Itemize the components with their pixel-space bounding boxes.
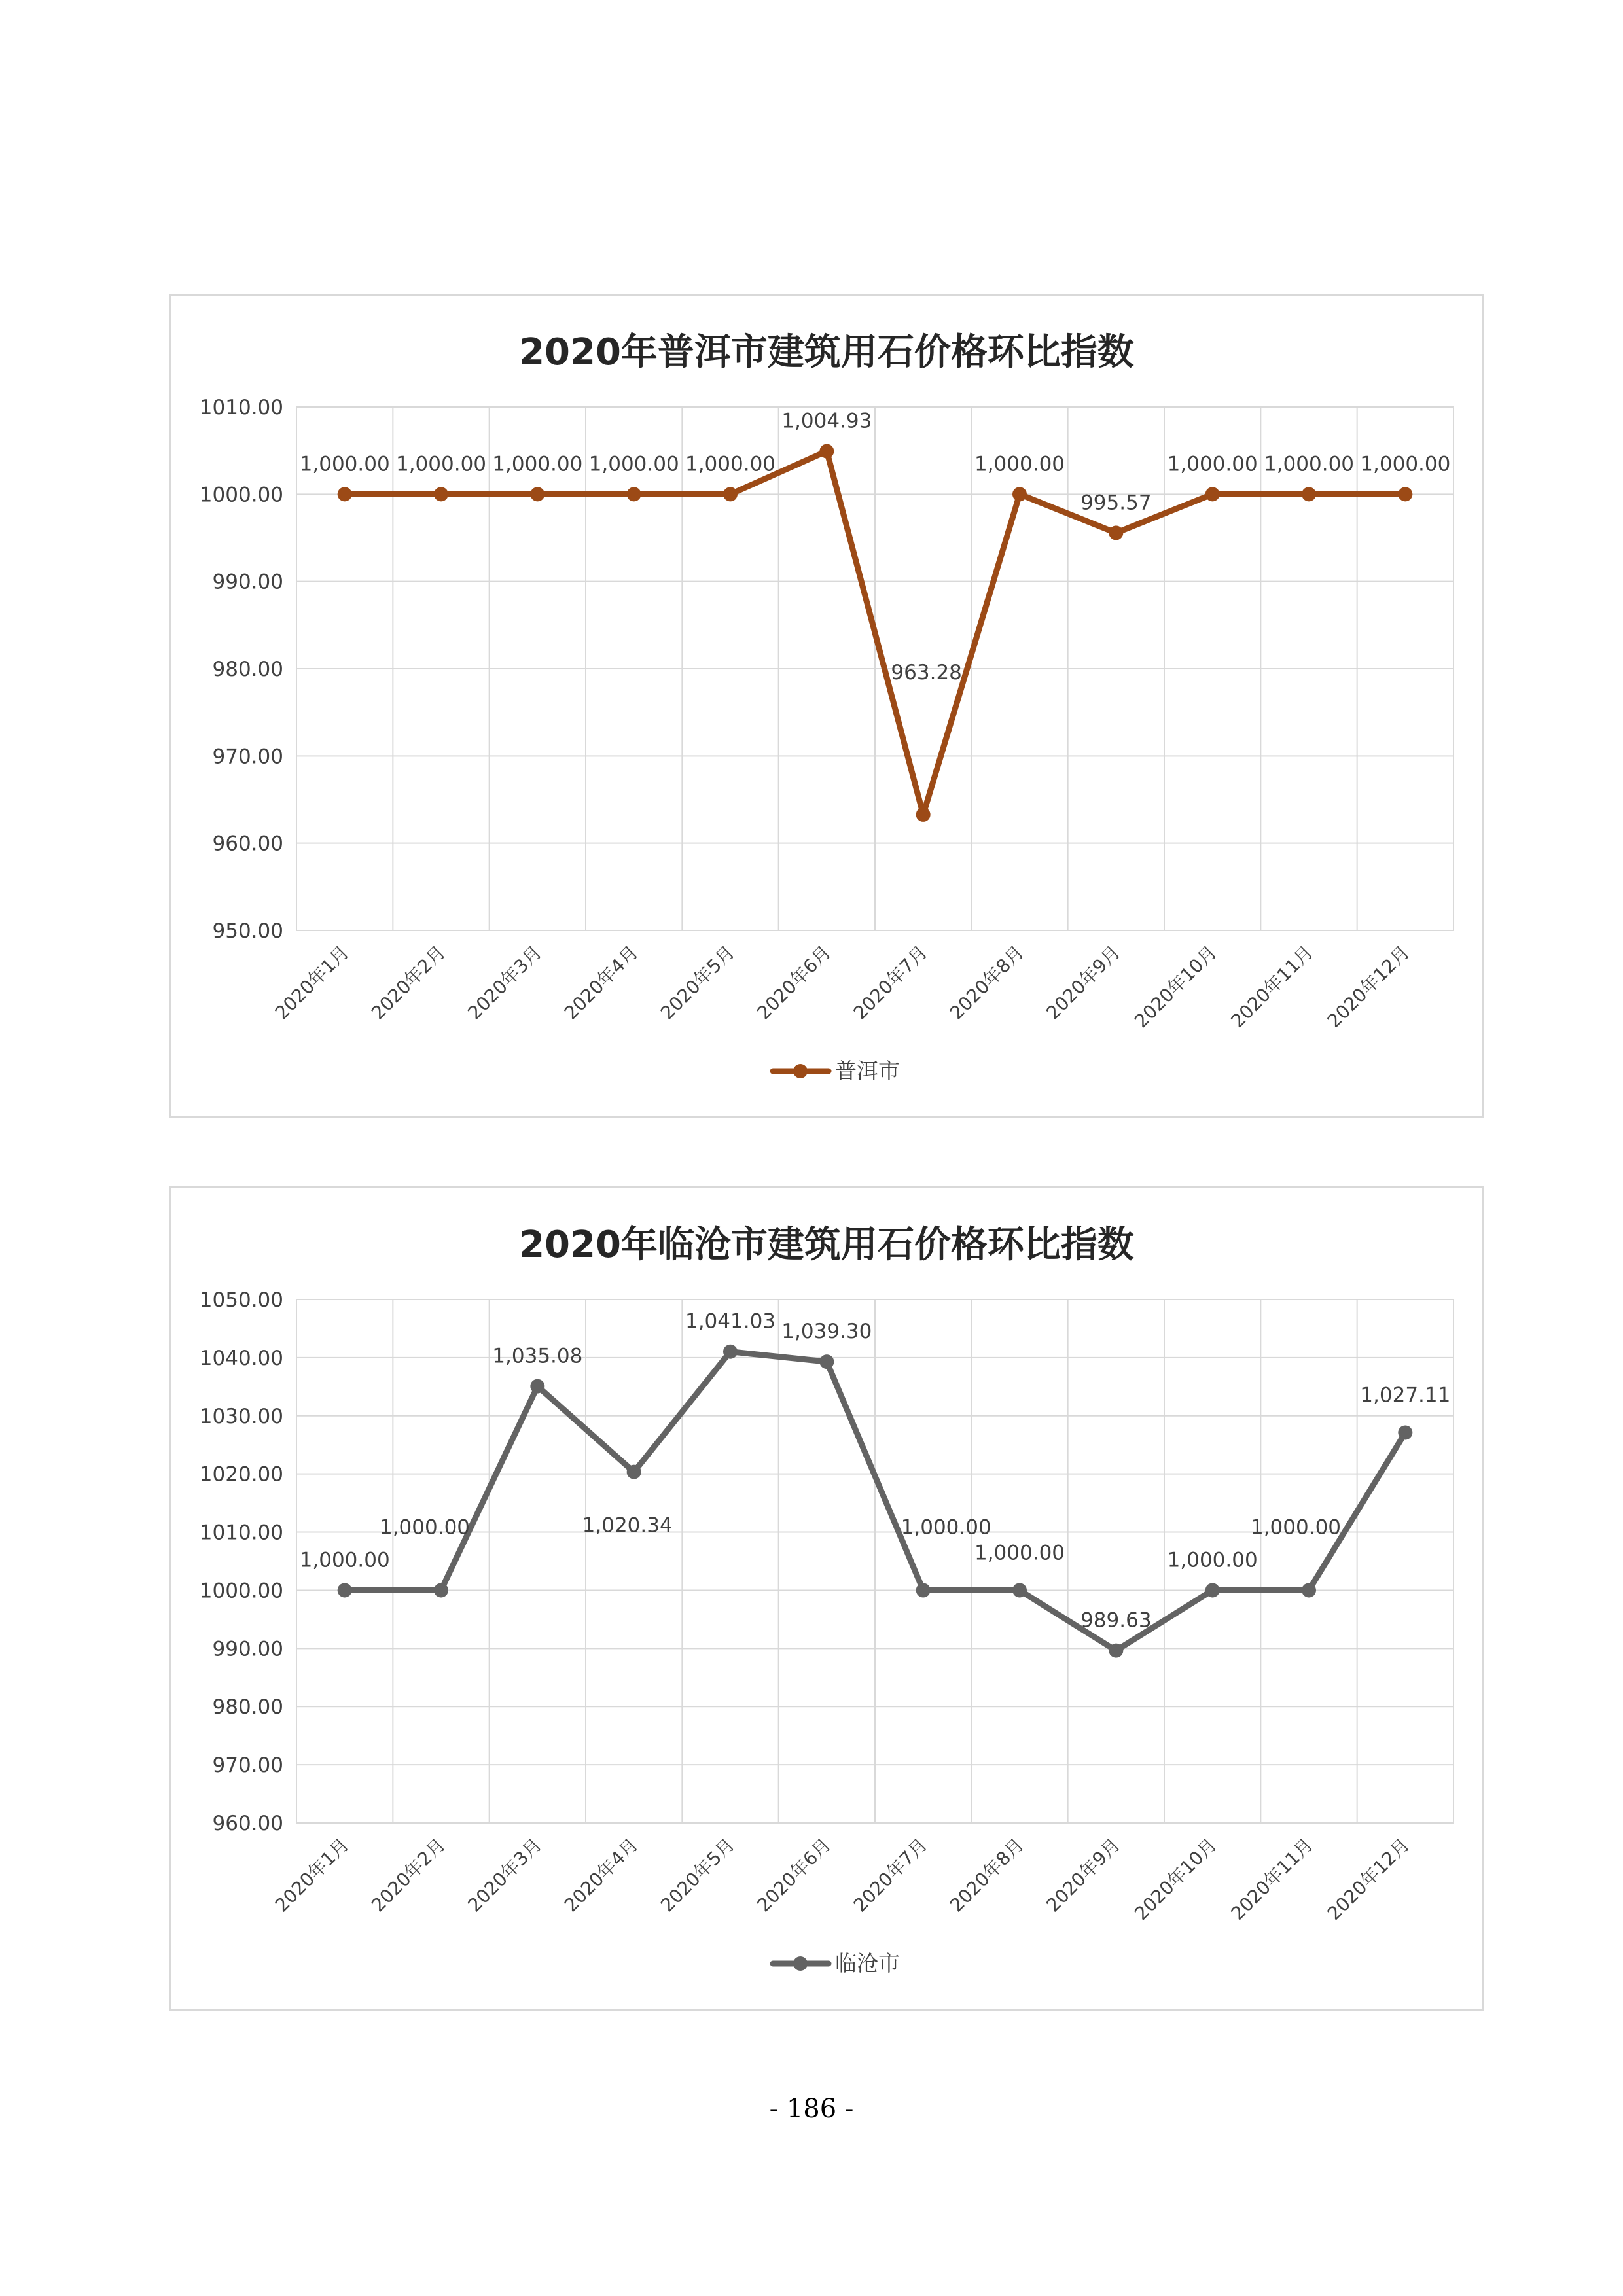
puer-x-tick-label: 2020年8月 [946,941,1028,1024]
lincang-data-point [434,1583,448,1597]
puer-x-tick-label: 2020年7月 [849,941,932,1024]
lincang-legend [773,1951,900,1976]
lincang-x-tick-label: 2020年6月 [753,1833,836,1916]
lincang-chart-panel [169,1186,1484,2011]
lincang-y-tick-label: 1040.00 [199,1346,283,1370]
puer-line-chart [171,296,1482,1116]
puer-data-point [819,444,834,459]
puer-data-point [434,487,448,501]
lincang-data-point [1205,1583,1220,1597]
puer-x-tick-label: 2020年10月 [1130,941,1221,1033]
lincang-x-tick-label: 2020年1月 [270,1833,353,1916]
puer-data-point [1398,487,1412,501]
puer-x-tick-label: 2020年1月 [270,941,353,1024]
lincang-x-tick-label: 2020年3月 [463,1833,546,1916]
lincang-data-label: 1,020.34 [582,1513,673,1538]
lincang-legend-marker [793,1956,808,1971]
puer-data-label: 1,000.00 [492,452,583,476]
lincang-data-label: 1,000.00 [379,1515,471,1540]
lincang-data-label: 989.63 [1080,1608,1152,1633]
puer-data-label: 1,000.00 [1167,452,1258,476]
puer-data-label: 1,004.93 [781,409,872,433]
puer-y-tick-label: 980.00 [212,658,283,681]
lincang-x-tick-label: 2020年11月 [1226,1833,1317,1925]
puer-data-point [1302,487,1316,501]
puer-legend-marker [793,1064,808,1078]
lincang-data-label: 1,027.11 [1360,1383,1451,1407]
puer-x-tick-label: 2020年3月 [463,941,546,1024]
puer-legend-label: 普洱市 [835,1058,900,1084]
lincang-data-point [819,1354,834,1369]
puer-data-label: 963.28 [891,660,962,684]
puer-data-point [338,487,352,501]
lincang-y-tick-label: 1020.00 [199,1462,283,1487]
puer-data-point [1012,487,1027,501]
puer-data-label: 1,000.00 [299,452,390,476]
lincang-data-label: 1,041.03 [685,1309,776,1333]
lincang-data-point [1302,1583,1316,1597]
lincang-data-label: 1,000.00 [974,1541,1065,1565]
lincang-data-label: 1,000.00 [1167,1548,1258,1572]
lincang-chart-title: 2020年临沧市建筑用石价格环比指数 [519,1224,1134,1266]
lincang-data-label: 1,000.00 [1250,1515,1342,1540]
puer-data-label: 1,000.00 [685,452,776,476]
lincang-data-label: 1,000.00 [901,1515,991,1540]
page-number: - 186 - [769,2094,854,2124]
puer-x-tick-label: 2020年6月 [753,941,836,1024]
lincang-data-point [1398,1425,1412,1439]
puer-chart-panel [169,294,1484,1118]
puer-data-label: 995.57 [1080,491,1152,515]
puer-data-point [1205,487,1220,501]
puer-data-label: 1,000.00 [588,452,679,476]
puer-chart-title: 2020年普洱市建筑用石价格环比指数 [519,331,1134,374]
puer-y-tick-label: 960.00 [212,832,283,856]
lincang-y-tick-label: 960.00 [212,1812,283,1835]
lincang-data-point [530,1379,544,1394]
lincang-x-tick-label: 2020年4月 [560,1833,643,1916]
puer-x-tick-label: 2020年4月 [560,941,643,1024]
puer-x-tick-label: 2020年2月 [367,941,450,1024]
puer-x-tick-label: 2020年11月 [1226,941,1317,1033]
lincang-y-tick-label: 980.00 [212,1695,283,1720]
lincang-x-tick-label: 2020年5月 [656,1833,739,1916]
puer-x-tick-label: 2020年9月 [1042,941,1125,1024]
puer-y-tick-label: 950.00 [212,919,283,943]
lincang-data-label: 1,039.30 [781,1320,872,1344]
puer-y-tick-label: 1000.00 [199,483,283,507]
puer-data-label: 1,000.00 [974,452,1065,476]
lincang-y-tick-label: 990.00 [212,1637,283,1661]
puer-legend [773,1058,900,1084]
lincang-data-point [916,1583,931,1597]
lincang-x-tick-label: 2020年10月 [1130,1833,1221,1925]
lincang-data-label: 1,000.00 [299,1548,390,1572]
lincang-x-tick-label: 2020年9月 [1042,1833,1125,1916]
lincang-y-tick-label: 1000.00 [199,1579,283,1603]
lincang-line-chart [171,1188,1482,2009]
lincang-y-tick-label: 1050.00 [199,1288,283,1312]
lincang-x-tick-label: 2020年7月 [849,1833,932,1916]
lincang-y-tick-label: 970.00 [212,1754,283,1778]
puer-data-point [723,487,738,501]
puer-data-point [627,487,641,501]
puer-data-point [530,487,544,501]
lincang-x-tick-label: 2020年2月 [367,1833,450,1916]
puer-x-axis [271,942,1414,1033]
lincang-x-axis [271,1834,1414,1925]
puer-y-tick-label: 1010.00 [199,396,283,419]
lincang-x-tick-label: 2020年8月 [946,1833,1028,1916]
puer-data-point [916,807,931,822]
puer-data-point [1109,525,1123,540]
puer-x-tick-label: 2020年5月 [656,941,739,1024]
lincang-x-tick-label: 2020年12月 [1323,1833,1414,1925]
puer-data-label: 1,000.00 [1360,452,1451,476]
lincang-data-point [338,1583,352,1597]
lincang-data-label: 1,035.08 [492,1344,583,1368]
puer-data-label: 1,000.00 [1263,452,1355,476]
lincang-y-tick-label: 1030.00 [199,1404,283,1428]
puer-data-label: 1,000.00 [395,452,487,476]
lincang-data-point [627,1465,641,1479]
puer-x-tick-label: 2020年12月 [1323,941,1414,1033]
lincang-legend-label: 临沧市 [835,1951,900,1976]
lincang-data-point [723,1345,738,1359]
lincang-y-tick-label: 1010.00 [199,1521,283,1545]
lincang-data-point [1109,1644,1123,1658]
lincang-data-point [1012,1583,1027,1597]
puer-y-axis [200,396,1454,943]
puer-y-tick-label: 990.00 [212,570,283,594]
puer-y-tick-label: 970.00 [212,745,283,769]
